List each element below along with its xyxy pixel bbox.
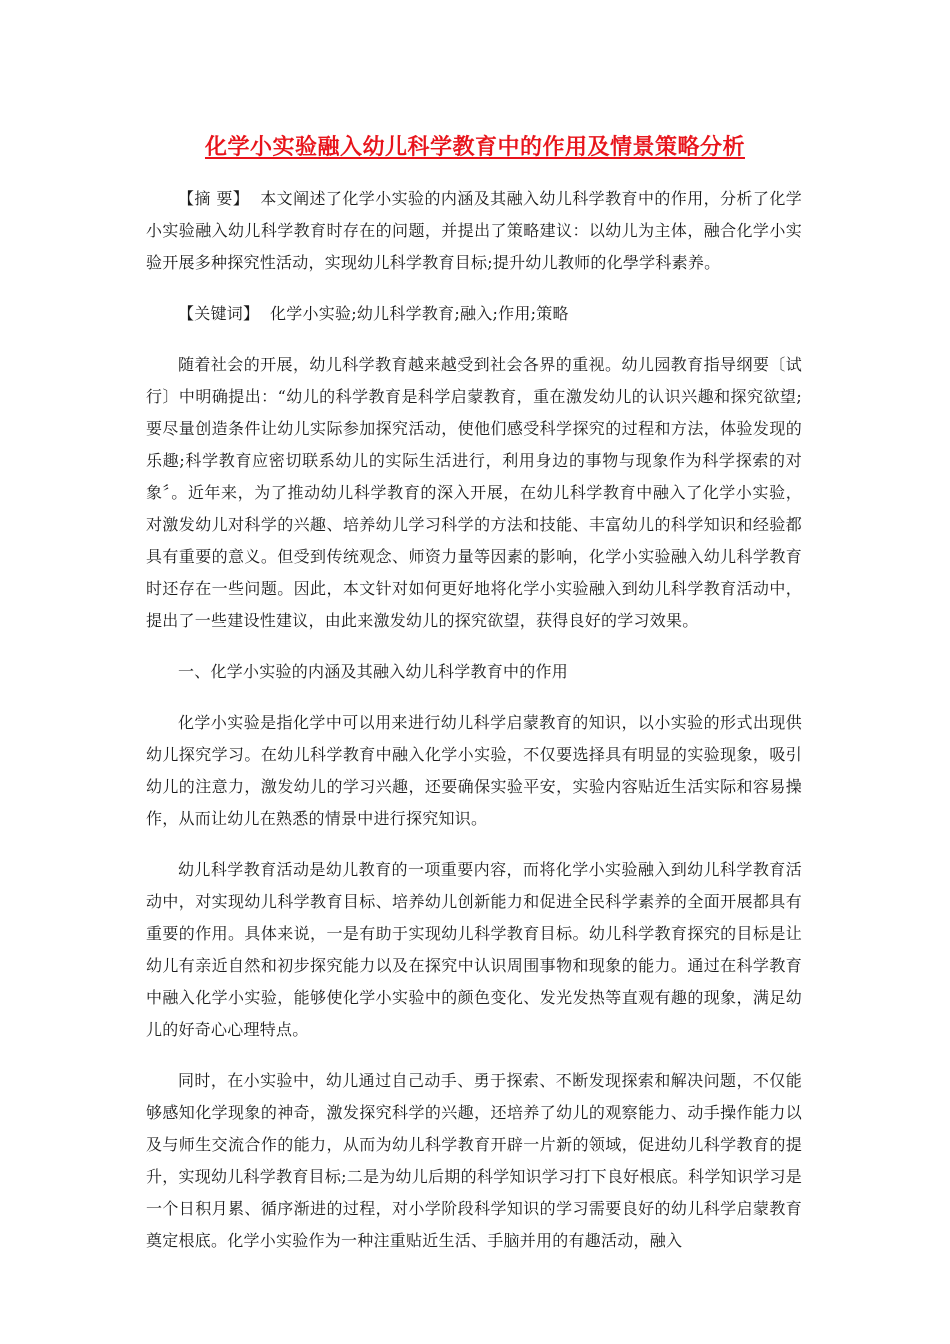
document-body: [146, 183, 802, 1276]
keywords-label: 【关键词】: [178, 304, 260, 323]
keywords-text: 化学小实验;幼儿科学教育;融入;作用;策略: [269, 304, 569, 323]
intro-paragraph: 随着社会的开展，幼儿科学教育越来越受到社会各界的重视。幼儿园教育指导纲要〔试行〕中明确提出：“幼儿的科学教育是科学启蒙教育，重在激发幼儿的认识兴趣和探究欲望;要尽量创造条件让幼儿实际参加探究活动，使他们感受科学探究的过程和方法，体验发现的乐趣;科学教育应密切联系幼儿的实际生活进行，利用身边的事物与现象作为科学探索的对象〞。近年来，为了推动幼儿科学教育的深入开展，在幼儿科学教育中融入了化学小实验，对激发幼儿对科学的兴趣、培养幼儿学习科学的方法和技能、丰富幼儿的科学知识和经验都具有重要的意义。但受到传统观念、师资力量等因素的影响，化学小实验融入幼儿科学教育时还存在一些问题。因此，本文针对如何更好地将化学小实验融入到幼儿科学教育活动中，提出了一些建设性建议，由此来激发幼儿的探究欲望，获得良好的学习效果。: [146, 355, 802, 630]
section-paragraph-3: 同时，在小实验中，幼儿通过自己动手、勇于探索、不断发现探索和解决问题，不仅能够感知化学现象的神奇，激发探究科学的兴趣，还培养了幼儿的观察能力、动手操作能力以及与师生交流合作的能力，从而为幼儿科学教育开辟一片新的领域，促进幼儿科学教育的提升，实现幼儿科学教育目标;二是为幼儿后期的科学知识学习打下良好根底。科学知识学习是一个日积月累、循序渐进的过程，对小学阶段科学知识的学习需要良好的幼儿科学启蒙教育奠定根底。化学小实验作为一种注重贴近生活、手脑并用的有趣活动，融入: [146, 1071, 802, 1250]
document-title: 化学小实验融入幼儿科学教育中的作用及情景策略分析: [204, 135, 745, 160]
section-paragraph-1: 化学小实验是指化学中可以用来进行幼儿科学启蒙教育的知识，以小实验的形式出现供幼儿探究学习。在幼儿科学教育中融入化学小实验，不仅要选择具有明显的实验现象，吸引幼儿的注意力，激发幼儿的学习兴趣，还要确保实验平安，实验内容贴近生活实际和容易操作，从而让幼儿在熟悉的情景中进行探究知识。: [146, 713, 802, 828]
abstract-label: 【摘 要】: [178, 189, 250, 208]
abstract-paragraph: [146, 183, 802, 279]
abstract-text: 本文阐述了化学小实验的内涵及其融入幼儿科学教育中的作用，分析了化学小实验融入幼儿科学教育时存在的问题，并提出了策略建议：以幼儿为主体，融合化学小实验开展多种探究性活动，实现幼儿科学教育目标;提升幼儿教师的化學学科素养。: [146, 189, 802, 272]
keywords-paragraph: [146, 298, 802, 330]
section-heading: 一、化学小实验的内涵及其融入幼儿科学教育中的作用: [178, 662, 569, 681]
section-paragraph-2: 幼儿科学教育活动是幼儿教育的一项重要内容，而将化学小实验融入到幼儿科学教育活动中，对实现幼儿科学教育目标、培养幼儿创新能力和促进全民科学素养的全面开展都具有重要的作用。具体来说，一是有助于实现幼儿科学教育目标。幼儿科学教育探究的目标是让幼儿有亲近自然和初步探究能力以及在探究中认识周围事物和现象的能力。通过在科学教育中融入化学小实验，能够使化学小实验中的颜色变化、发光发热等直观有趣的现象，满足幼儿的好奇心心理特点。: [146, 860, 802, 1039]
